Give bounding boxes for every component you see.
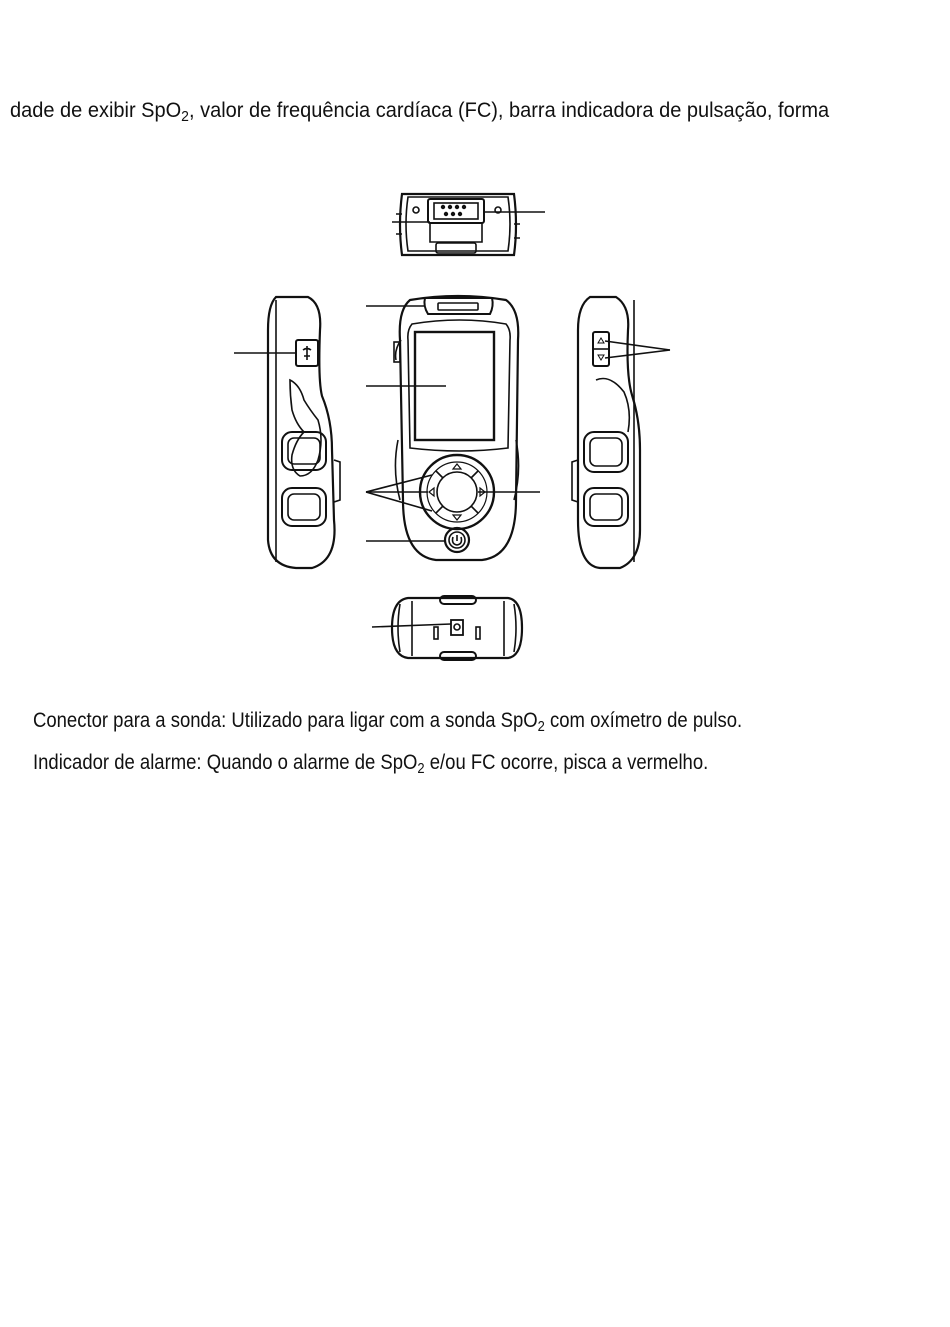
alarm-indicator-description <box>33 750 708 775</box>
intro-text-after: , valor de frequência cardíaca (FC), barra indicadora de pulsação, forma <box>188 98 830 122</box>
device-top-view <box>392 194 545 255</box>
alarm-indicator-subscript: 2 <box>417 759 425 777</box>
device-front-view <box>366 296 540 560</box>
intro-text-before: dade de exibir SpO <box>10 98 182 122</box>
alarm-indicator-text-after: e/ou FC ocorre, pisca a vermelho. <box>424 750 709 774</box>
oximeter-device-figure <box>0 180 950 680</box>
probe-connector-subscript: 2 <box>537 717 545 735</box>
device-left-side-view <box>234 297 340 568</box>
alarm-indicator-text-before: Indicador de alarme: Quando o alarme de SpO <box>33 750 418 774</box>
intro-subscript: 2 <box>181 107 189 125</box>
probe-connector-text-before: Conector para a sonda: Utilizado para ligar com a sonda SpO <box>33 708 538 732</box>
intro-text-line <box>10 98 829 123</box>
device-right-side-view <box>572 297 670 568</box>
device-bottom-view <box>372 596 522 660</box>
probe-connector-text-after: com oxímetro de pulso. <box>544 708 743 732</box>
probe-connector-description <box>33 708 742 733</box>
